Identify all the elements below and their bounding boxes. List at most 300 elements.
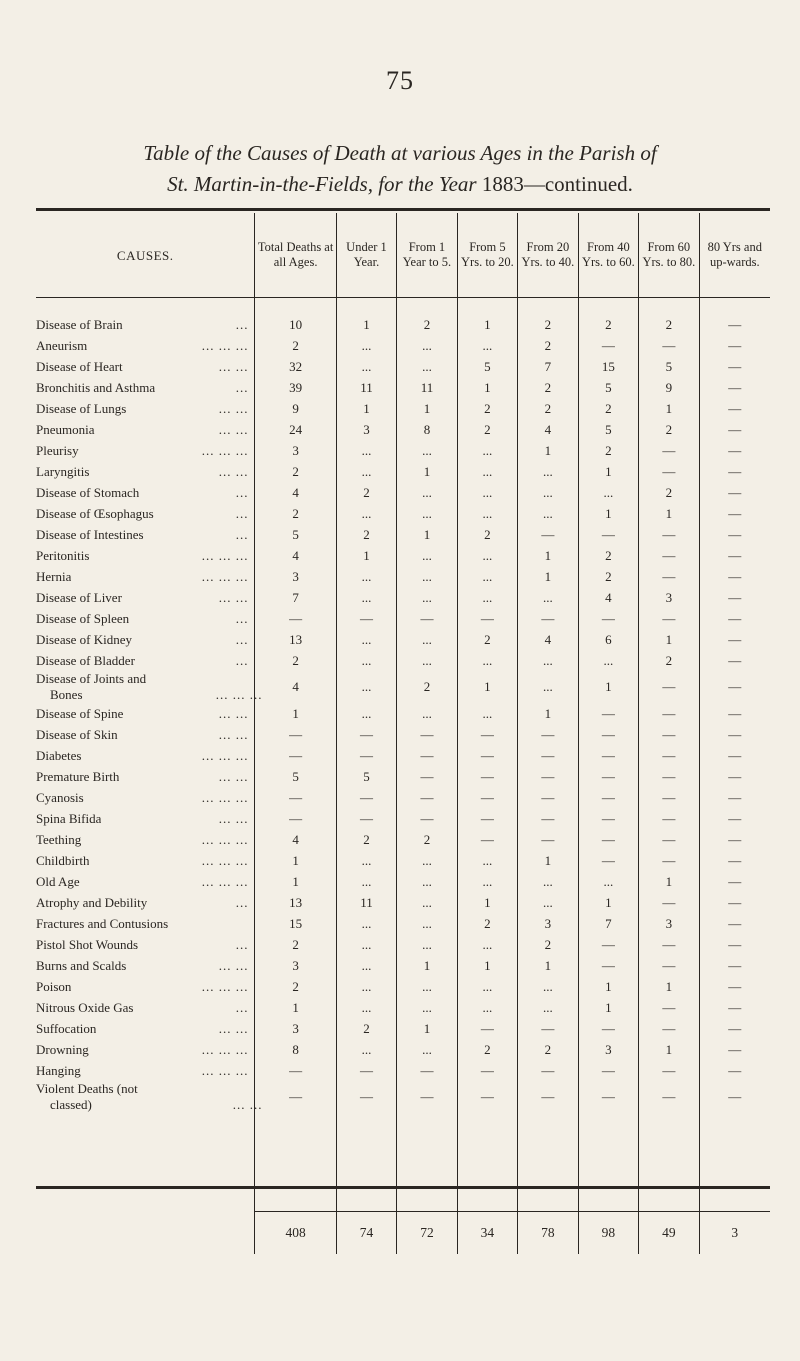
value-cell: 1 <box>578 671 638 703</box>
value-cell: ... <box>336 440 396 461</box>
value-cell: ... <box>518 461 578 482</box>
table-row <box>36 787 770 808</box>
cause-label: Pleurisy <box>36 442 79 458</box>
top-rule <box>36 208 770 211</box>
value-cell: — <box>578 850 638 871</box>
cause-cell <box>36 650 255 671</box>
value-cell: — <box>397 745 457 766</box>
cause-label: Hernia <box>36 568 72 584</box>
cause-label: Disease of Stomach <box>36 484 140 500</box>
value-cell: ... <box>397 503 457 524</box>
header-causes: CAUSES. <box>36 213 255 298</box>
value-cell: — <box>639 766 699 787</box>
value-cell: — <box>699 766 770 787</box>
cause-cell <box>36 377 255 398</box>
leader-dots: ... ... ... <box>201 831 249 847</box>
cause-cell <box>36 671 263 703</box>
value-cell: 7 <box>578 913 638 934</box>
value-cell: 4 <box>518 419 578 440</box>
cause-cell <box>36 976 255 997</box>
value-cell: ... <box>397 335 457 356</box>
value-cell: 1 <box>578 503 638 524</box>
value-cell: 2 <box>639 419 699 440</box>
value-cell: 7 <box>255 587 336 608</box>
table-row <box>36 976 770 997</box>
leader-dots: ... ... ... <box>201 337 249 353</box>
value-cell: 5 <box>639 356 699 377</box>
value-cell: — <box>699 1018 770 1039</box>
value-cell: — <box>699 850 770 871</box>
value-cell: — <box>699 913 770 934</box>
value-cell: 1 <box>518 440 578 461</box>
value-cell: — <box>639 934 699 955</box>
cause-label: Disease of Lungs <box>36 400 127 416</box>
table-row <box>36 377 770 398</box>
value-cell: — <box>518 745 578 766</box>
cause-label: Pistol Shot Wounds <box>36 936 139 952</box>
value-cell: — <box>699 703 770 724</box>
value-cell: 1 <box>336 545 396 566</box>
header-1-to-5: From 1 Year to 5. <box>397 213 457 298</box>
total-cell: 49 <box>639 1212 699 1255</box>
value-cell: 15 <box>255 913 336 934</box>
value-cell: ... <box>457 503 517 524</box>
cause-cell <box>36 703 255 724</box>
filler-row <box>36 1113 770 1212</box>
cause-cell <box>36 934 255 955</box>
title-line-2-word: Year <box>433 172 482 196</box>
value-cell: 4 <box>518 629 578 650</box>
value-cell: 2 <box>336 482 396 503</box>
table-row <box>36 566 770 587</box>
value-cell: 2 <box>397 829 457 850</box>
value-cell: — <box>699 871 770 892</box>
total-cell: 78 <box>518 1212 578 1255</box>
table-row <box>36 482 770 503</box>
value-cell: 13 <box>255 892 336 913</box>
leader-dots: ... <box>235 484 249 500</box>
value-cell: 1 <box>578 461 638 482</box>
value-cell: ... <box>457 587 517 608</box>
value-cell: 2 <box>578 545 638 566</box>
value-cell: ... <box>336 650 396 671</box>
table-row <box>36 356 770 377</box>
value-cell: 2 <box>578 314 638 335</box>
cause-label: Atrophy and Debility <box>36 894 148 910</box>
value-cell: 1 <box>457 955 517 976</box>
value-cell: 2 <box>457 398 517 419</box>
page-number: 75 <box>386 66 414 95</box>
value-cell: — <box>699 314 770 335</box>
cause-cell <box>36 1081 263 1113</box>
value-cell: 2 <box>457 629 517 650</box>
table-row <box>36 671 770 703</box>
value-cell: — <box>699 461 770 482</box>
cause-label: Disease of Œsophagus <box>36 505 154 521</box>
value-cell: ... <box>457 976 517 997</box>
value-cell: ... <box>336 356 396 377</box>
cause-cell <box>36 724 255 745</box>
value-cell: — <box>578 808 638 829</box>
header-under-1: Under 1 Year. <box>336 213 396 298</box>
table-row <box>36 703 770 724</box>
value-cell: 1 <box>518 850 578 871</box>
value-cell: — <box>518 1060 578 1081</box>
cause-label: Bronchitis and Asthma <box>36 379 156 395</box>
table-row <box>36 545 770 566</box>
value-cell: ... <box>336 703 396 724</box>
value-cell: — <box>397 787 457 808</box>
cause-label: Disease of Skin <box>36 726 118 742</box>
value-cell: — <box>639 671 699 703</box>
value-cell: — <box>699 335 770 356</box>
value-cell: — <box>578 934 638 955</box>
value-cell: 1 <box>457 314 517 335</box>
value-cell: ... <box>457 850 517 871</box>
cause-cell <box>36 955 255 976</box>
cause-label: Nitrous Oxide Gas <box>36 999 134 1015</box>
value-cell: — <box>639 808 699 829</box>
value-cell: ... <box>336 566 396 587</box>
cause-label: Cyanosis <box>36 789 84 805</box>
value-cell: 1 <box>518 566 578 587</box>
total-cell: 408 <box>255 1212 336 1255</box>
value-cell: — <box>699 892 770 913</box>
cause-cell <box>36 829 255 850</box>
causes-of-death-table <box>36 213 770 1254</box>
value-cell: ... <box>336 871 396 892</box>
value-cell: — <box>457 608 517 629</box>
leader-dots: ... ... ... <box>201 852 249 868</box>
header-80-upwards: 80 Yrs and up-wards. <box>699 213 770 298</box>
cause-cell <box>36 566 255 587</box>
bottom-rule <box>36 1186 770 1189</box>
value-cell: ... <box>457 997 517 1018</box>
cause-cell <box>36 1060 255 1081</box>
value-cell: — <box>397 1081 457 1113</box>
value-cell: 1 <box>518 545 578 566</box>
value-cell: — <box>578 703 638 724</box>
cause-cell <box>36 1039 255 1060</box>
cause-label: Disease of Bladder <box>36 652 135 668</box>
cause-cell <box>36 1018 255 1039</box>
value-cell: ... <box>336 955 396 976</box>
value-cell: ... <box>457 934 517 955</box>
value-cell: ... <box>336 461 396 482</box>
value-cell: ... <box>457 335 517 356</box>
table-row <box>36 724 770 745</box>
value-cell: ... <box>336 850 396 871</box>
leader-dots: ... ... ... <box>201 547 249 563</box>
value-cell: — <box>578 608 638 629</box>
value-cell: ... <box>397 1039 457 1060</box>
value-cell: ... <box>336 1039 396 1060</box>
value-cell: 3 <box>255 566 336 587</box>
table-row <box>36 1018 770 1039</box>
value-cell: 4 <box>578 587 638 608</box>
value-cell: — <box>639 1018 699 1039</box>
leader-dots: ... ... ... <box>201 789 249 805</box>
cause-label: Disease of Liver <box>36 589 122 605</box>
cause-label-line-2: Bones <box>50 687 83 702</box>
value-cell: — <box>699 419 770 440</box>
leader-dots: ... <box>235 936 249 952</box>
value-cell: 11 <box>336 892 396 913</box>
value-cell: 2 <box>639 650 699 671</box>
value-cell: — <box>578 1081 638 1113</box>
value-cell: 2 <box>457 524 517 545</box>
leader-dots: ... ... <box>218 705 249 721</box>
leader-dots: ... <box>235 505 249 521</box>
value-cell: 2 <box>518 377 578 398</box>
value-cell: 1 <box>397 461 457 482</box>
cause-cell <box>36 440 255 461</box>
value-cell: — <box>639 335 699 356</box>
value-cell: 2 <box>457 1039 517 1060</box>
value-cell: ... <box>518 997 578 1018</box>
value-cell: 3 <box>639 587 699 608</box>
value-cell: 10 <box>255 314 336 335</box>
value-cell: 3 <box>336 419 396 440</box>
value-cell: 15 <box>578 356 638 377</box>
value-cell: — <box>699 745 770 766</box>
leader-dots: ... <box>235 999 249 1015</box>
value-cell: 24 <box>255 419 336 440</box>
value-cell: — <box>699 482 770 503</box>
value-cell: — <box>699 724 770 745</box>
value-cell: — <box>457 1060 517 1081</box>
leader-dots: ... ... <box>218 810 249 826</box>
cause-label-line-1: Disease of Joints and <box>36 671 147 686</box>
total-cell: 74 <box>336 1212 396 1255</box>
value-cell: — <box>457 724 517 745</box>
value-cell: ... <box>336 913 396 934</box>
value-cell: 1 <box>336 314 396 335</box>
value-cell: — <box>518 724 578 745</box>
value-cell: — <box>518 808 578 829</box>
table-row <box>36 913 770 934</box>
value-cell: 1 <box>578 997 638 1018</box>
leader-dots: ... ... ... <box>201 442 249 458</box>
total-cell: 72 <box>397 1212 457 1255</box>
value-cell: ... <box>397 650 457 671</box>
value-cell: 2 <box>518 314 578 335</box>
leader-dots: ... <box>235 652 249 668</box>
value-cell: ... <box>457 461 517 482</box>
cause-cell <box>36 356 255 377</box>
cause-cell <box>36 545 255 566</box>
cause-label: Laryngitis <box>36 463 90 479</box>
value-cell: ... <box>397 997 457 1018</box>
table-row <box>36 829 770 850</box>
leader-dots: ... ... ... <box>201 747 249 763</box>
value-cell: — <box>699 787 770 808</box>
table-row <box>36 440 770 461</box>
value-cell: ... <box>518 482 578 503</box>
value-cell: 3 <box>639 913 699 934</box>
value-cell: ... <box>336 629 396 650</box>
value-cell: ... <box>397 892 457 913</box>
value-cell: 3 <box>255 1018 336 1039</box>
leader-dots: ... ... ... <box>201 1062 249 1078</box>
cause-cell <box>36 608 255 629</box>
table-row <box>36 808 770 829</box>
value-cell: 1 <box>639 398 699 419</box>
value-cell: 1 <box>578 976 638 997</box>
value-cell: — <box>457 808 517 829</box>
value-cell: ... <box>336 587 396 608</box>
value-cell: ... <box>397 871 457 892</box>
table-title <box>40 138 760 200</box>
table-row <box>36 524 770 545</box>
cause-label: Disease of Heart <box>36 358 123 374</box>
value-cell: — <box>699 398 770 419</box>
value-cell: — <box>255 1081 336 1113</box>
value-cell: 4 <box>255 545 336 566</box>
value-cell: 2 <box>578 440 638 461</box>
value-cell: ... <box>397 545 457 566</box>
value-cell: ... <box>336 997 396 1018</box>
value-cell: 1 <box>397 1018 457 1039</box>
value-cell: 2 <box>336 829 396 850</box>
table-row <box>36 608 770 629</box>
value-cell: 2 <box>255 934 336 955</box>
value-cell: — <box>336 608 396 629</box>
value-cell: — <box>639 703 699 724</box>
value-cell: 2 <box>255 461 336 482</box>
table-row <box>36 997 770 1018</box>
cause-cell <box>36 808 255 829</box>
value-cell: 5 <box>255 524 336 545</box>
value-cell: 1 <box>255 871 336 892</box>
value-cell: ... <box>336 976 396 997</box>
value-cell: 3 <box>255 955 336 976</box>
value-cell: 3 <box>518 913 578 934</box>
table-body <box>36 298 770 1114</box>
value-cell: — <box>255 787 336 808</box>
leader-dots: ... ... <box>218 768 249 784</box>
leader-dots: ... ... ... <box>201 568 249 584</box>
value-cell: — <box>457 1018 517 1039</box>
totals-row <box>36 1212 770 1255</box>
header-total: Total Deaths at all Ages. <box>255 213 336 298</box>
leader-dots: ... <box>235 610 249 626</box>
value-cell: — <box>699 440 770 461</box>
value-cell: — <box>639 892 699 913</box>
cause-cell <box>36 997 255 1018</box>
table-row <box>36 892 770 913</box>
value-cell: — <box>336 1060 396 1081</box>
value-cell: 2 <box>578 398 638 419</box>
value-cell: 1 <box>255 850 336 871</box>
value-cell: 2 <box>397 671 457 703</box>
value-cell: 5 <box>255 766 336 787</box>
value-cell: — <box>699 356 770 377</box>
value-cell: 2 <box>518 1039 578 1060</box>
cause-label: Spina Bifida <box>36 810 102 826</box>
cause-label: Disease of Spine <box>36 705 124 721</box>
value-cell: — <box>639 955 699 976</box>
leader-dots: ... ... <box>218 463 249 479</box>
cause-cell <box>36 766 255 787</box>
leader-dots: ... ... <box>218 589 249 605</box>
cause-label: Peritonitis <box>36 547 90 563</box>
table-row <box>36 871 770 892</box>
value-cell: ... <box>457 871 517 892</box>
cause-cell <box>36 587 255 608</box>
value-cell: 1 <box>255 703 336 724</box>
value-cell: 8 <box>255 1039 336 1060</box>
cause-label: Diabetes <box>36 747 82 763</box>
value-cell: ... <box>336 335 396 356</box>
value-cell: ... <box>397 934 457 955</box>
title-line-2 <box>40 169 760 200</box>
value-cell: — <box>457 1081 517 1113</box>
value-cell: — <box>699 629 770 650</box>
value-cell: — <box>397 608 457 629</box>
value-cell: 2 <box>639 314 699 335</box>
cause-cell <box>36 892 255 913</box>
header-60-to-80: From 60 Yrs. to 80. <box>639 213 699 298</box>
value-cell: 2 <box>336 1018 396 1039</box>
value-cell: — <box>457 745 517 766</box>
value-cell: — <box>255 745 336 766</box>
value-cell: — <box>578 829 638 850</box>
table-row <box>36 419 770 440</box>
value-cell: 1 <box>518 955 578 976</box>
value-cell: — <box>255 724 336 745</box>
value-cell: — <box>699 1039 770 1060</box>
value-cell: — <box>578 1060 638 1081</box>
value-cell: — <box>518 1018 578 1039</box>
table-row <box>36 461 770 482</box>
cause-cell <box>36 629 255 650</box>
value-cell: ... <box>336 671 396 703</box>
total-cell: 98 <box>578 1212 638 1255</box>
table-row <box>36 934 770 955</box>
cause-cell <box>36 850 255 871</box>
value-cell: — <box>397 1060 457 1081</box>
table-row <box>36 650 770 671</box>
value-cell: — <box>639 724 699 745</box>
value-cell: — <box>699 671 770 703</box>
leader-dots: ... ... <box>218 726 249 742</box>
value-cell: — <box>699 808 770 829</box>
title-line-2-year: 1883—continued. <box>481 172 633 196</box>
value-cell: ... <box>518 650 578 671</box>
totals-label-cell <box>36 1212 255 1255</box>
value-cell: — <box>699 976 770 997</box>
leader-dots: ... ... <box>218 957 249 973</box>
value-cell: 5 <box>578 419 638 440</box>
value-cell: 2 <box>397 314 457 335</box>
value-cell: 11 <box>397 377 457 398</box>
value-cell: 5 <box>578 377 638 398</box>
value-cell: — <box>639 524 699 545</box>
cause-label: Teething <box>36 831 82 847</box>
value-cell: 7 <box>518 356 578 377</box>
value-cell: — <box>578 745 638 766</box>
value-cell: 1 <box>457 892 517 913</box>
table-row <box>36 766 770 787</box>
cause-label: Hanging <box>36 1062 81 1078</box>
value-cell: 6 <box>578 629 638 650</box>
cause-label: Suffocation <box>36 1020 97 1036</box>
value-cell: — <box>639 608 699 629</box>
value-cell: ... <box>336 934 396 955</box>
value-cell: ... <box>397 976 457 997</box>
leader-dots: ... <box>235 631 249 647</box>
